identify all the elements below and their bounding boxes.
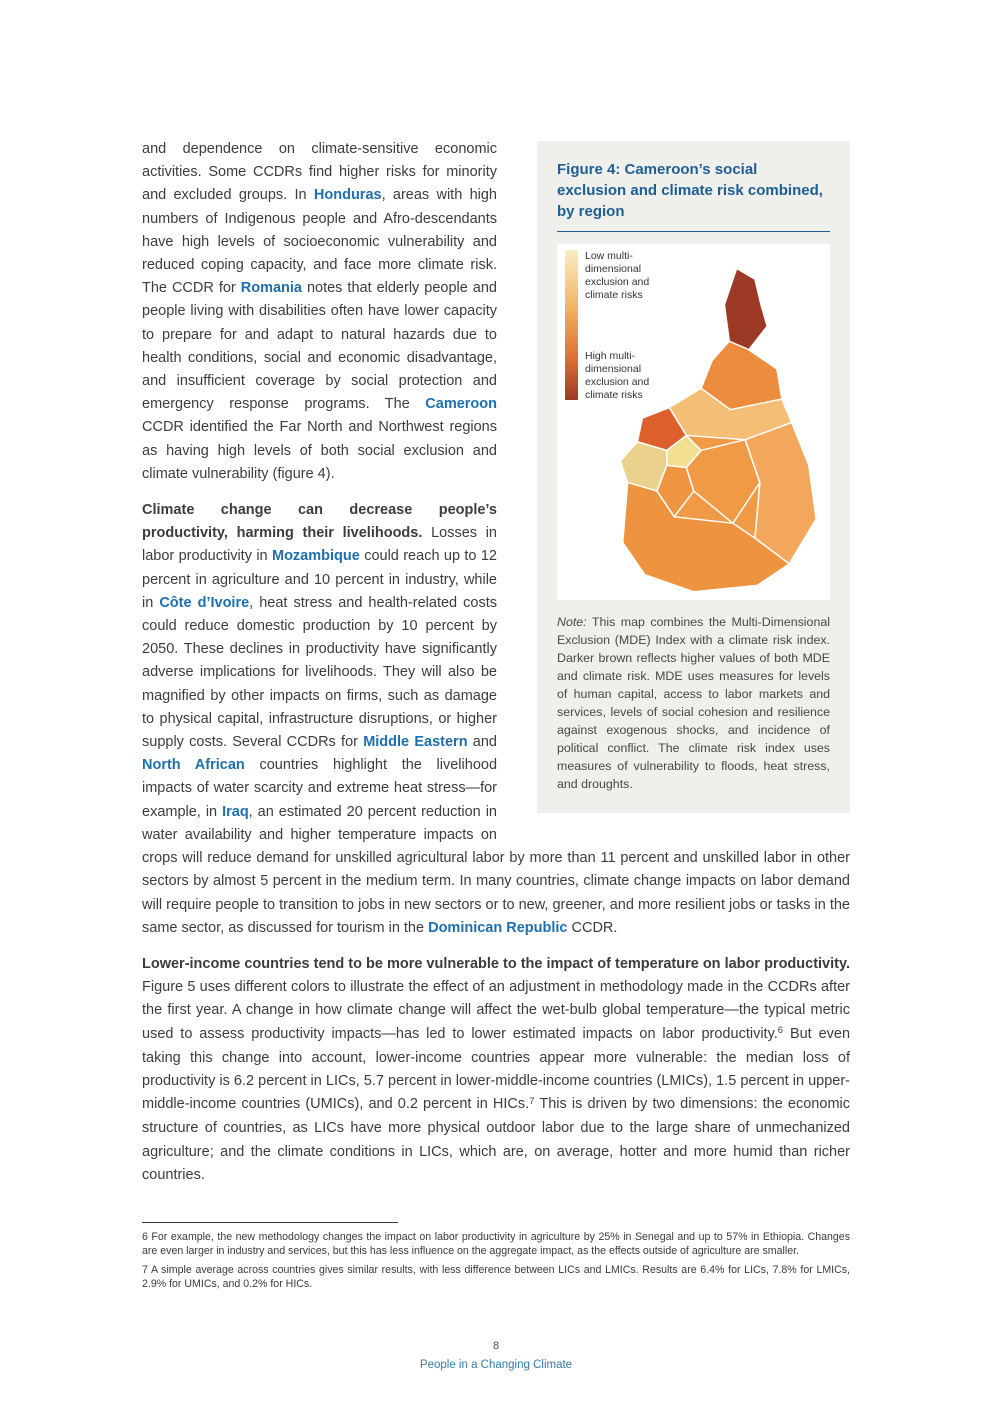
footnote-7: 7 A simple average across countries gives similar results, with less difference between LICs and LMICs. Results are 6.4% for LICs, 7.8% for LMICs, 2.9% for UMICs, and 0.2% for HICs.	[142, 1263, 850, 1291]
figure-title-rule	[557, 231, 830, 232]
body-paragraph-1: and dependence on climate-sensitive economic activities. Some CCDRs find higher risks for minority and excluded groups. In Honduras, areas with high numbers of Indigenous people and Afro-descendants have high levels of socioeconomic vulnerability and reduced coping capacity, and face more climate risk. The CCDR for Romania notes that elderly people and people living with disabilities often have lower capacity to prepare for and adapt to natural hazards due to health conditions, social and economic disadvantage, and insufficient coverage by social protection and emergency response programs. The Cameroon CCDR identified the Far North and Northwest regions as having high levels of both social exclusion and climate vulnerability (figure 4).	[142, 141, 497, 482]
figure-title: Figure 4: Cameroon’s social exclusion and climate risk combined, by region	[557, 161, 823, 220]
cameroon-map	[608, 262, 826, 596]
map-region-far-north	[724, 268, 767, 349]
legend-gradient-bar	[565, 250, 578, 400]
legend-label-high: High multi-dimensional exclusion and climate risks	[585, 350, 650, 401]
page-footer	[0, 1340, 992, 1371]
footnotes-section	[142, 1200, 850, 1292]
body-paragraph-3: Lower-income countries tend to be more vulnerable to the impact of temperature on labor productivity. Figure 5 uses different colors to illustrate the effect of an adjustment in methodology made in the CCDRs after the first year. A change in how climate change will affect the wet-bulb global temperature—the typical metric used to assess productivity impacts—has led to lower estimated impacts on labor productivity.$^6$ But even taking this change into account, lower-income countries appear more vulnerable: the median loss of productivity is 6.2 percent in LICs, 5.7 percent in lower-middle-income countries (LMICs), 1.5 percent in upper-middle-income countries (UMICs), and 0.2 percent in HICs.$^7$ This is driven by two dimensions: the economic structure of countries, as LICs have more physical outdoor labor due to the large share of unmechanized agriculture; and the climate conditions in LICs, which are, on average, hotter and more humid than richer countries.	[142, 955, 851, 1183]
legend-label-low: Low multi-dimensional exclusion and climate risks	[585, 250, 650, 301]
footnote-separator-rule	[142, 1222, 398, 1223]
figure-4-box	[537, 141, 850, 813]
figure-note: Note: This map combines the Multi-Dimensional Exclusion (MDE) Index with a climate risk index. Darker brown reflects higher values of both MDE and climate risk. MDE uses measures for levels of human capital, access to labor markets and services, levels of social cohesion and resilience against exogenous shocks, and incidence of political conflict. The climate risk index uses measures of vulnerability to floods, heat stress, and droughts.	[557, 615, 830, 791]
report-title: People in a Changing Climate	[419, 1359, 573, 1371]
body-paragraph-2: Climate change can decrease people’s productivity, harming their livelihoods. Losses in labor productivity in Mozambique could reach up to 12 percent in agriculture and 10 percent in industry, while in Côte d’Ivoire, heat stress and health-related costs could reduce domestic production by 10 percent by 2050. These declines in productivity have significantly adverse implications for livelihoods. They will also be magnified by other impacts on firms, such as damage to physical capital, infrastructure disruptions, or higher supply costs. Several CCDRs for Middle Eastern and North African countries highlight the livelihood impacts of water scarcity and extreme heat stress—for example, in Iraq, an estimated 20 percent reduction in water availability and higher temperature impacts on crops will reduce demand for unskilled agricultural labor by more than 11 percent and unskilled labor in other sectors by almost 5 percent in the medium term. In many countries, climate change impacts on labor demand will require people to transition to jobs in new sectors or to new, greener, and more resilient jobs or tasks in the same sector, as discussed for tourism in the Dominican Republic CCDR.	[142, 502, 850, 936]
page-number: 8	[492, 1340, 500, 1352]
figure-chart-area	[557, 244, 830, 600]
footnote-6: 6 For example, the new methodology changes the impact on labor productivity in agriculture by 25% in Senegal and up to 57% in Ethiopia. Changes are even larger in industry and services, but this has less influence on the aggregate impact, as the effects outside of agriculture are smaller.	[142, 1230, 850, 1258]
